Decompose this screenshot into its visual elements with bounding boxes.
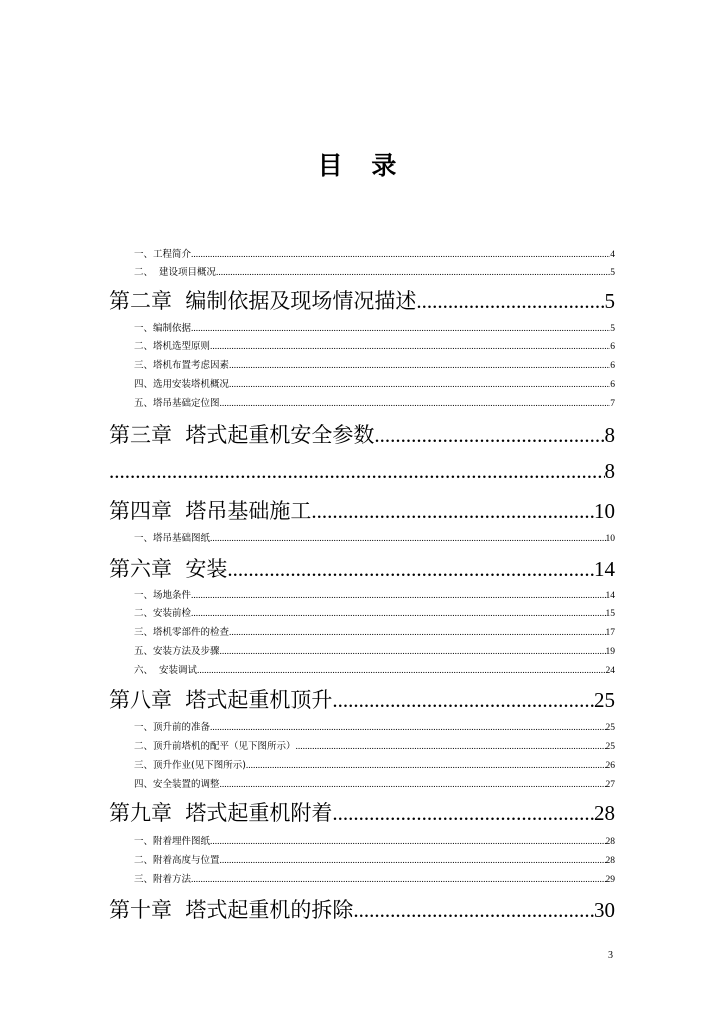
toc-leader-dots — [109, 456, 605, 486]
toc-entry-text: 一、顶升前的准备 — [134, 722, 211, 733]
page-number: 3 — [608, 950, 613, 961]
toc-leader-dots — [191, 248, 610, 262]
toc-entry-text: 二、顶升前塔机的配平（见下图所示） — [134, 741, 296, 752]
toc-entry-text: 一、工程简介 — [134, 249, 192, 260]
toc-entry-text: 第八章 塔式起重机顶升 — [109, 688, 333, 712]
toc-entry[interactable] — [134, 266, 615, 280]
toc-leader-dots — [229, 359, 610, 373]
toc-entry-page: 4 — [610, 250, 615, 260]
toc-leader-dots — [191, 589, 605, 603]
toc-entry[interactable] — [134, 340, 615, 354]
toc-leader-dots — [246, 759, 606, 773]
toc-leader-dots — [216, 266, 610, 280]
toc-leader-dots — [210, 340, 610, 354]
toc-entry-text: 二、附着高度与位置 — [134, 855, 220, 866]
toc-leader-dots — [332, 685, 594, 715]
toc-chapter[interactable] — [109, 420, 615, 450]
toc-entry-page: 5 — [610, 268, 615, 278]
toc-leader-dots — [353, 895, 594, 925]
toc-entry[interactable] — [134, 645, 615, 659]
toc-leader-dots — [191, 873, 605, 887]
toc-chapter[interactable] — [109, 496, 615, 526]
toc-entry-text: 六、 安装调试 — [134, 665, 198, 676]
toc-entry-page: 25 — [594, 688, 615, 712]
toc-entry-page: 24 — [605, 666, 615, 676]
toc-entry[interactable] — [134, 873, 615, 887]
toc-entry-page: 27 — [605, 780, 615, 790]
toc-entry-page: 25 — [605, 723, 615, 733]
toc-entry[interactable] — [134, 322, 615, 336]
toc-entry-page: 28 — [594, 801, 615, 825]
toc-entry[interactable] — [134, 607, 615, 621]
toc-entry-page: 15 — [605, 609, 615, 619]
toc-leader-dots — [229, 378, 610, 392]
toc-entry-text: 三、附着方法 — [134, 874, 192, 885]
toc-leader-dots — [220, 854, 606, 868]
toc-entry[interactable] — [134, 759, 615, 773]
toc-leader-dots — [332, 798, 594, 828]
toc-entry-text: 一、编制依据 — [134, 323, 192, 334]
toc-entry-page: 14 — [605, 591, 615, 601]
toc-leader-dots — [210, 721, 605, 735]
toc-entry-text: 三、顶升作业(见下图所示) — [134, 760, 246, 771]
toc-entry[interactable] — [134, 740, 615, 754]
toc-entry-page: 28 — [605, 856, 615, 866]
toc-entry-text: 一、塔吊基础图纸 — [134, 533, 211, 544]
toc-entry-page: 8 — [604, 423, 615, 447]
toc-entry-page: 25 — [605, 742, 615, 752]
toc-chapter[interactable] — [109, 286, 615, 316]
toc-leader-dots — [210, 532, 605, 546]
toc-entry-text: 第十章 塔式起重机的拆除 — [109, 898, 354, 922]
toc-entry-text: 第三章 塔式起重机安全参数 — [109, 423, 375, 447]
toc-entry-page: 29 — [605, 875, 615, 885]
toc-leader-dots — [416, 286, 604, 316]
toc-entry-page: 6 — [610, 361, 615, 371]
toc-entry[interactable] — [134, 589, 615, 603]
toc-entry-text: 五、塔吊基础定位图 — [134, 398, 220, 409]
toc-entry-page: 26 — [605, 761, 615, 771]
toc-leader-dots — [191, 607, 605, 621]
toc-entry-text: 四、安全装置的调整 — [134, 779, 220, 790]
toc-entry-page: 5 — [610, 324, 615, 334]
toc-entry-text: 三、塔机布置考虑因素 — [134, 360, 230, 371]
toc-chapter[interactable] — [109, 798, 615, 828]
toc-entry-page: 6 — [610, 380, 615, 390]
toc-entry-page: 19 — [605, 647, 615, 657]
toc-chapter[interactable] — [109, 895, 615, 925]
toc-leader-dots — [227, 554, 594, 584]
toc-entry-text: 二、安装前检 — [134, 608, 192, 619]
page-title: 目 录 — [317, 151, 407, 180]
toc-entry[interactable] — [134, 532, 615, 546]
toc-entry-page: 8 — [604, 459, 615, 483]
toc-chapter[interactable] — [109, 456, 615, 486]
toc-entry-text: 一、场地条件 — [134, 590, 192, 601]
toc-leader-dots — [220, 397, 611, 411]
toc-entry-text: 四、选用安装塔机概况 — [134, 379, 230, 390]
toc-leader-dots — [220, 778, 606, 792]
toc-leader-dots — [296, 740, 606, 754]
toc-entry[interactable] — [134, 378, 615, 392]
toc-leader-dots — [210, 835, 605, 849]
toc-entry-page: 5 — [604, 289, 615, 313]
toc-entry[interactable] — [134, 359, 615, 373]
toc-entry-text: 第二章 编制依据及现场情况描述 — [109, 289, 417, 313]
toc-leader-dots — [311, 496, 594, 526]
toc-entry-text: 第六章 安装 — [109, 557, 228, 581]
toc-entry[interactable] — [134, 626, 615, 640]
toc-entry-text: 二、塔机选型原则 — [134, 341, 211, 352]
toc-entry-page: 10 — [605, 534, 615, 544]
toc-leader-dots — [197, 664, 605, 678]
toc-entry-page: 10 — [594, 499, 615, 523]
toc-entry-text: 一、附着埋件图纸 — [134, 836, 211, 847]
toc-entry[interactable] — [134, 854, 615, 868]
toc-entry[interactable] — [134, 397, 615, 411]
toc-chapter[interactable] — [109, 554, 615, 584]
toc-entry-text: 二、 建设项目概况 — [134, 267, 217, 278]
toc-entry-page: 6 — [610, 342, 615, 352]
toc-entry[interactable] — [134, 835, 615, 849]
toc-leader-dots — [229, 626, 605, 640]
toc-entry[interactable] — [134, 664, 615, 678]
toc-leader-dots — [374, 420, 604, 450]
toc-entry[interactable] — [134, 248, 615, 262]
toc-entry[interactable] — [134, 721, 615, 735]
toc-entry-text: 第九章 塔式起重机附着 — [109, 801, 333, 825]
toc-entry-page: 7 — [610, 399, 615, 409]
toc-chapter[interactable] — [109, 685, 615, 715]
toc-entry[interactable] — [134, 778, 615, 792]
toc-leader-dots — [220, 645, 606, 659]
toc-entry-text: 三、塔机零部件的检查 — [134, 627, 230, 638]
toc-entry-page: 28 — [605, 837, 615, 847]
toc-entry-page: 14 — [594, 557, 615, 581]
toc-entry-page: 17 — [605, 628, 615, 638]
toc-entry-page: 30 — [594, 898, 615, 922]
toc-entry-text: 第四章 塔吊基础施工 — [109, 499, 312, 523]
toc-entry-text: 五、安装方法及步骤 — [134, 646, 220, 657]
toc-leader-dots — [191, 322, 610, 336]
